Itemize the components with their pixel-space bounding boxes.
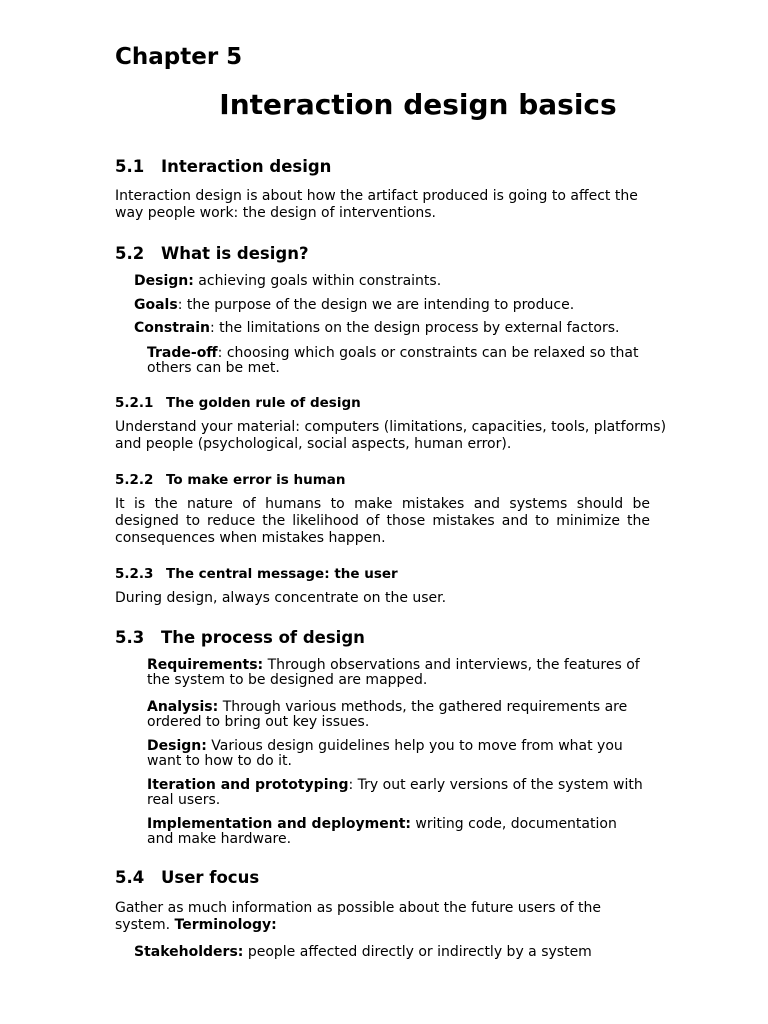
section-5-4-body [115, 900, 650, 934]
definition-text: writing code, documentation and make hardware. [147, 816, 617, 847]
body-text: Gather as much information as possible about the future users of the system. [115, 900, 601, 933]
subsection-heading-5-2-1 [115, 395, 361, 411]
definition-design [134, 274, 650, 289]
subsection-number: 5.2.3 [115, 566, 154, 582]
subsection-title: To make error is human [166, 472, 346, 488]
terminology-label: Terminology: [174, 917, 277, 933]
definition-text: : the limitations on the design process by external factors. [210, 320, 620, 336]
definition-design-step [147, 739, 647, 769]
definition-text: Various design guidelines help you to move from what you want to how to do it. [147, 738, 623, 769]
section-heading-5-4 [115, 868, 259, 887]
definition-term: Requirements: [147, 657, 264, 673]
definition-term: Design: [134, 273, 194, 289]
section-number: 5.2 [115, 244, 145, 263]
definition-text: : choosing which goals or constraints can be relaxed so that others can be met. [147, 345, 639, 376]
section-title: What is design? [161, 244, 309, 263]
definition-constrain [134, 321, 650, 336]
section-heading-5-1 [115, 157, 331, 176]
definition-iteration [147, 778, 647, 808]
definition-term: Iteration and prototyping [147, 777, 349, 793]
definition-term: Stakeholders: [134, 944, 244, 960]
definition-term: Design: [147, 738, 207, 754]
definition-goals [134, 298, 650, 313]
subsection-5-2-3-body: During design, always concentrate on the user. [115, 590, 447, 606]
definition-analysis [147, 700, 647, 730]
subsection-5-2-1-body: Understand your material: computers (limitations, capacities, tools, platforms) and people (psychological, social aspects, human error). [115, 419, 667, 452]
definition-term: Goals [134, 297, 178, 313]
definition-text: : the purpose of the design we are intending to produce. [177, 297, 575, 313]
definition-term: Constrain [134, 320, 211, 336]
section-title: User focus [161, 868, 260, 887]
chapter-label: Chapter 5 [115, 44, 243, 70]
subsection-heading-5-2-3 [115, 566, 398, 582]
subsection-5-2-2-body: It is the nature of humans to make mistakes and systems should be designed to reduce the likelihood of those mistakes and to minimize the consequences when mistakes happen. [115, 496, 650, 546]
subsection-title: The golden rule of design [166, 395, 361, 411]
section-number: 5.1 [115, 157, 145, 176]
definition-text: achieving goals within constraints. [193, 273, 442, 289]
definition-term: Analysis: [147, 699, 219, 715]
definition-term: Trade-off [147, 345, 218, 361]
definition-requirements [147, 658, 647, 688]
section-heading-5-3 [115, 628, 365, 647]
definition-term: Implementation and deployment: [147, 816, 411, 832]
section-number: 5.4 [115, 868, 145, 887]
definition-text: Through various methods, the gathered requirements are ordered to bring out key issues. [147, 699, 628, 730]
definition-trade-off [147, 346, 647, 376]
chapter-title: Interaction design basics [219, 88, 617, 121]
section-number: 5.3 [115, 628, 145, 647]
section-title: Interaction design [161, 157, 332, 176]
definition-text: : Try out early versions of the system with real users. [147, 777, 643, 808]
definition-text: people affected directly or indirectly by a system [243, 944, 592, 960]
section-title: The process of design [161, 628, 365, 647]
definition-stakeholders [134, 945, 650, 960]
subsection-title: The central message: the user [166, 566, 398, 582]
subsection-heading-5-2-2 [115, 472, 346, 488]
section-heading-5-2 [115, 244, 309, 263]
definition-text: Through observations and interviews, the features of the system to be designed are mapped. [147, 657, 640, 688]
subsection-number: 5.2.2 [115, 472, 154, 488]
definition-implementation [147, 817, 647, 847]
subsection-number: 5.2.1 [115, 395, 154, 411]
section-5-1-body: Interaction design is about how the artifact produced is going to affect the way people work: the design of interventions. [115, 188, 638, 221]
